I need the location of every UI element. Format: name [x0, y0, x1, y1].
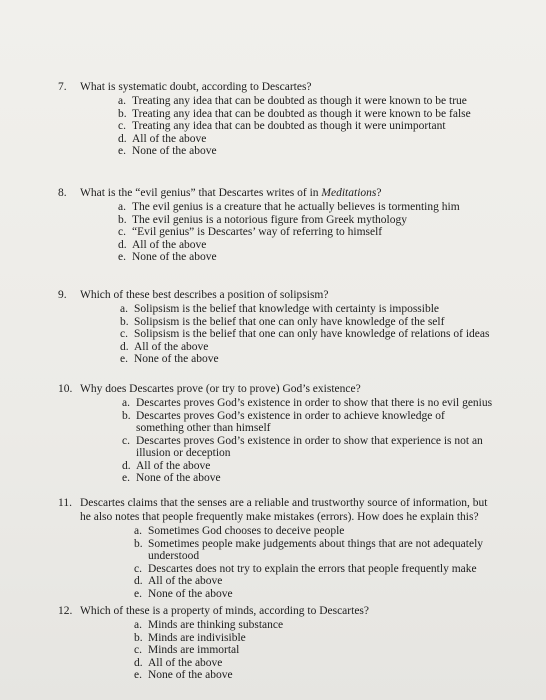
option-text: Minds are thinking substance: [148, 619, 284, 631]
option-a: [134, 619, 508, 632]
option-letter: a.: [118, 95, 126, 107]
question-number: 12.: [58, 605, 73, 617]
option-b: [134, 538, 484, 563]
option-b: [118, 108, 508, 121]
option-letter: e.: [120, 353, 128, 365]
question-text: Why does Descartes prove (or try to prove) God’s existence?: [80, 383, 361, 395]
option-letter: d.: [134, 575, 143, 587]
option-text: Solipsism is the belief that knowledge with certainty is impossible: [134, 303, 440, 315]
option-text: All of the above: [148, 656, 223, 669]
question-11: [58, 496, 490, 600]
option-text: None of the above: [148, 669, 233, 681]
option-c: [120, 328, 508, 341]
option-letter: e.: [134, 669, 142, 681]
option-text: Sometimes people make judgements about things that are not adequately understood: [148, 537, 484, 562]
option-c: [134, 644, 508, 657]
option-letter: a.: [134, 525, 142, 537]
option-letter: d.: [118, 132, 127, 145]
question-text: Which of these best describes a position of solipsism?: [80, 289, 329, 301]
question-stem: [58, 382, 508, 396]
option-text: “Evil genius” is Descartes’ way of referring to himself: [132, 226, 383, 238]
option-letter: c.: [134, 644, 142, 656]
question-stem: [58, 496, 490, 524]
option-c: [118, 226, 508, 239]
option-a: [120, 303, 508, 316]
option-e: [118, 145, 508, 158]
question-text-start: What is the “evil genius” that Descartes writes of in: [80, 187, 322, 199]
option-list: [118, 95, 508, 158]
option-letter: d.: [118, 238, 127, 251]
option-c: [118, 120, 508, 133]
option-text: None of the above: [136, 472, 221, 484]
option-text: All of the above: [136, 459, 211, 472]
option-letter: b.: [122, 409, 131, 422]
option-letter: d.: [134, 656, 143, 669]
option-text: Minds are immortal: [148, 644, 240, 656]
option-letter: c.: [120, 328, 128, 340]
option-e: [118, 251, 508, 264]
option-text: Descartes proves God’s existence in order to achieve knowledge of something other than himself: [136, 409, 445, 434]
question-number: 11.: [58, 497, 72, 509]
question-stem: [58, 186, 508, 200]
option-letter: e.: [118, 251, 126, 263]
option-text: Descartes does not try to explain the errors that people frequently make: [148, 562, 477, 575]
option-d: [134, 575, 484, 588]
option-e: [134, 588, 484, 601]
option-b: [120, 316, 508, 329]
option-list: [134, 619, 508, 682]
option-d: [122, 460, 494, 473]
question-9: [58, 288, 508, 366]
question-number: 10.: [58, 383, 73, 395]
option-letter: a.: [120, 303, 128, 315]
question-text: Descartes claims that the senses are a reliable and trustworthy source of information, but he also notes that people frequently make mistakes (errors). How does he explain this?: [80, 497, 488, 523]
question-text-end: ?: [376, 187, 382, 199]
option-b: [118, 214, 508, 227]
option-letter: a.: [134, 619, 142, 631]
question-stem: [58, 80, 508, 94]
option-text: Treating any idea that can be doubted as though it were unimportant: [132, 120, 446, 132]
option-b: [122, 410, 494, 435]
question-text: [80, 186, 508, 200]
option-letter: c.: [122, 434, 130, 447]
option-letter: b.: [118, 213, 127, 226]
option-letter: d.: [120, 340, 129, 353]
option-d: [118, 133, 508, 146]
option-text: Descartes proves God’s existence in order to show that there is no evil genius: [136, 397, 493, 409]
question-stem: [58, 604, 508, 618]
question-8: [58, 186, 508, 264]
option-text: Descartes proves God’s existence in order to show that experience is not an illusion or deception: [136, 434, 483, 459]
option-letter: e.: [122, 472, 130, 484]
option-text: All of the above: [132, 238, 207, 251]
option-text: Treating any idea that can be doubted as though it were known to be true: [132, 95, 467, 107]
question-10: [58, 382, 508, 485]
option-list: [122, 397, 494, 485]
option-letter: a.: [122, 397, 130, 409]
question-text: What is systematic doubt, according to Descartes?: [80, 81, 312, 93]
option-text: Solipsism is the belief that one can only have knowledge of relations of ideas: [134, 328, 490, 340]
question-stem: [58, 288, 508, 302]
option-letter: e.: [134, 587, 142, 600]
option-text: None of the above: [132, 251, 217, 263]
option-text: Treating any idea that can be doubted as though it were known to be false: [132, 107, 471, 120]
option-letter: b.: [134, 631, 143, 644]
option-d: [120, 341, 508, 354]
option-a: [118, 95, 508, 108]
option-c: [134, 563, 484, 576]
option-a: [118, 201, 508, 214]
option-text: Minds are indivisible: [148, 631, 246, 644]
question-number: 7.: [58, 81, 67, 93]
option-letter: b.: [120, 315, 129, 328]
option-text: None of the above: [148, 587, 233, 600]
option-e: [122, 472, 494, 485]
question-7: [58, 80, 508, 158]
option-text: None of the above: [134, 353, 219, 365]
option-letter: c.: [134, 562, 142, 575]
book-title: Meditations: [321, 187, 377, 199]
option-d: [134, 657, 508, 670]
option-a: [134, 525, 484, 538]
option-list: [134, 525, 484, 600]
question-12: [58, 604, 508, 682]
option-letter: b.: [134, 537, 143, 550]
option-text: All of the above: [148, 575, 223, 587]
option-text: All of the above: [134, 340, 209, 353]
option-letter: d.: [122, 459, 131, 472]
option-b: [134, 632, 508, 645]
option-letter: c.: [118, 120, 126, 132]
option-c: [122, 435, 494, 460]
question-number: 8.: [58, 187, 67, 199]
option-letter: c.: [118, 226, 126, 238]
option-e: [120, 353, 508, 366]
question-number: 9.: [58, 289, 67, 301]
option-text: The evil genius is a creature that he actually believes is tormenting him: [132, 201, 460, 213]
option-text: The evil genius is a notorious figure from Greek mythology: [132, 213, 407, 226]
option-e: [134, 669, 508, 682]
option-letter: a.: [118, 201, 126, 213]
question-text: Which of these is a property of minds, according to Descartes?: [80, 605, 369, 617]
option-list: [120, 303, 508, 366]
option-d: [118, 239, 508, 252]
option-list: [118, 201, 508, 264]
option-text: None of the above: [132, 145, 217, 157]
option-letter: e.: [118, 145, 126, 157]
option-a: [122, 397, 494, 410]
option-text: Sometimes God chooses to deceive people: [148, 525, 345, 537]
option-text: Solipsism is the belief that one can only have knowledge of the self: [134, 315, 445, 328]
option-letter: b.: [118, 107, 127, 120]
option-text: All of the above: [132, 132, 207, 145]
